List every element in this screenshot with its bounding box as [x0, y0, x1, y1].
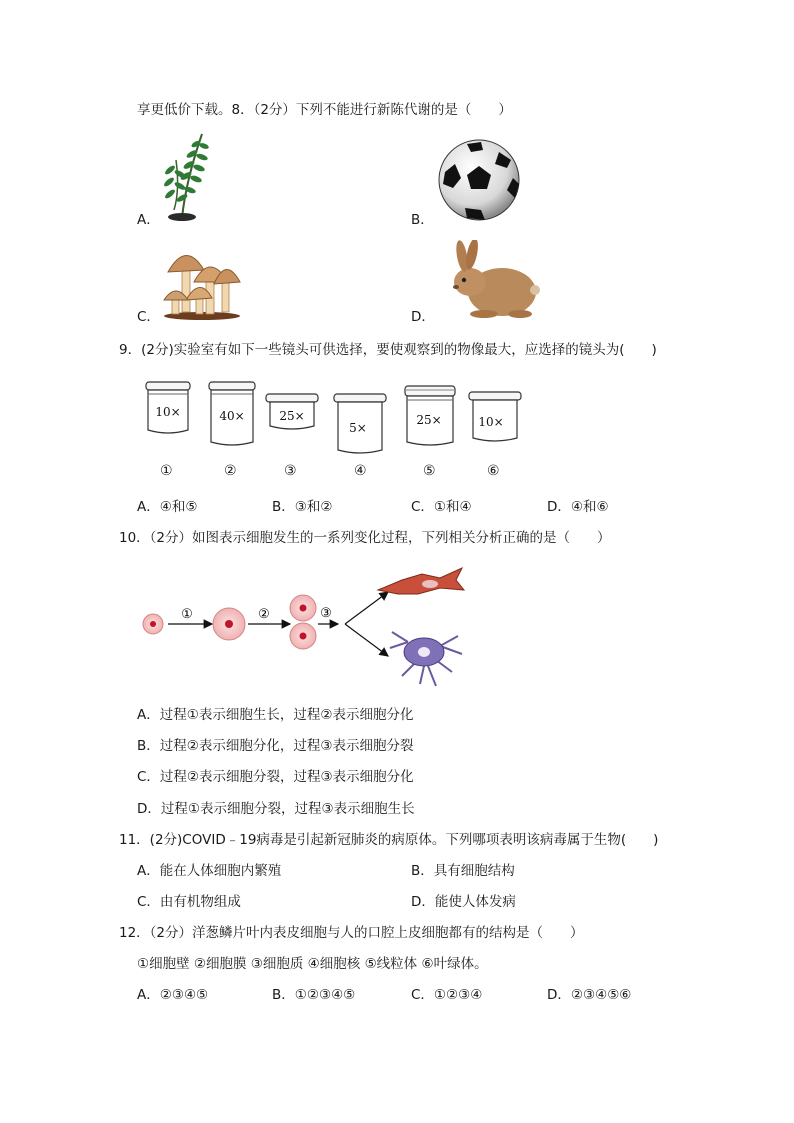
step-3-label: ③	[320, 606, 332, 621]
lens-3-number: ③	[284, 463, 297, 479]
cell-change-diagram	[140, 560, 470, 692]
lens-3-mag: 25×	[279, 409, 305, 423]
q9-option-a: A．④和⑤	[137, 499, 198, 515]
lens-4-image	[332, 390, 388, 458]
lens-6-image	[467, 388, 523, 446]
q10-option-a: A．过程①表示细胞生长，过程②表示细胞分化	[137, 707, 414, 723]
q9-stem: 9．(2分)实验室有如下一些镜头可供选择，要使观察到的物像最大，应选择的镜头为( )	[119, 342, 657, 358]
lens-6-mag: 10×	[478, 415, 504, 429]
q12-option-a: A．②③④⑤	[137, 987, 209, 1003]
lens-6-number: ⑥	[487, 463, 500, 479]
lens-5-mag: 25×	[416, 413, 442, 427]
q12-stem: 12．（2分）洋葱鳞片叶内表皮细胞与人的口腔上皮细胞都有的结构是（ ）	[119, 925, 584, 941]
q8-option-a-label: A．	[137, 212, 160, 228]
mushrooms-image	[160, 238, 244, 322]
q11-stem: 11．(2分)COVID﹣19病毒是引起新冠肺炎的病原体。下列哪项表明该病毒属于生物( )	[119, 832, 659, 848]
q10-option-b: B．过程②表示细胞分化，过程③表示细胞分裂	[137, 738, 414, 754]
q8-stem: 享更低价下载。8．（2分）下列不能进行新陈代谢的是（ ）	[137, 102, 512, 118]
lens-1-image	[142, 380, 194, 438]
rabbit-image	[440, 240, 540, 322]
soccer-ball-image	[437, 138, 521, 222]
q9-option-d: D．④和⑥	[547, 499, 609, 515]
lens-2-image	[205, 380, 259, 450]
q8-option-d-label: D．	[411, 309, 435, 325]
lens-5-image	[401, 384, 459, 450]
lens-4-mag: 5×	[349, 421, 367, 435]
q10-stem: 10．（2分）如图表示细胞发生的一系列变化过程，下列相关分析正确的是（ ）	[119, 530, 611, 546]
muscle-cell	[378, 568, 464, 594]
q8-option-b-label: B．	[411, 212, 434, 228]
fern-plant-image	[160, 130, 210, 222]
q11-option-b: B．具有细胞结构	[411, 863, 515, 879]
lens-1-number: ①	[160, 463, 173, 479]
q9-option-b: B．③和②	[272, 499, 333, 515]
step-2-label: ②	[258, 607, 270, 622]
q9-option-c: C．①和④	[411, 499, 472, 515]
q11-option-a: A．能在人体细胞内繁殖	[137, 863, 282, 879]
nerve-cell	[390, 632, 462, 686]
q12-structures: ①细胞壁 ②细胞膜 ③细胞质 ④细胞核 ⑤线粒体 ⑥叶绿体。	[137, 956, 488, 972]
step-1-label: ①	[181, 607, 193, 622]
lens-4-number: ④	[354, 463, 367, 479]
q10-option-d: D．过程①表示细胞分裂，过程③表示细胞生长	[137, 801, 415, 817]
lens-5-number: ⑤	[423, 463, 436, 479]
lens-2-number: ②	[224, 463, 237, 479]
lens-3-image	[264, 390, 320, 434]
q8-option-c-label: C．	[137, 309, 160, 325]
lens-2-mag: 40×	[219, 409, 245, 423]
q11-option-c: C．由有机物组成	[137, 894, 241, 910]
lens-1-mag: 10×	[155, 405, 181, 419]
q10-option-c: C．过程②表示细胞分裂，过程③表示细胞分化	[137, 769, 414, 785]
q12-option-c: C．①②③④	[411, 987, 483, 1003]
q12-option-d: D．②③④⑤⑥	[547, 987, 632, 1003]
q12-option-b: B．①②③④⑤	[272, 987, 356, 1003]
q11-option-d: D．能使人体发病	[411, 894, 516, 910]
